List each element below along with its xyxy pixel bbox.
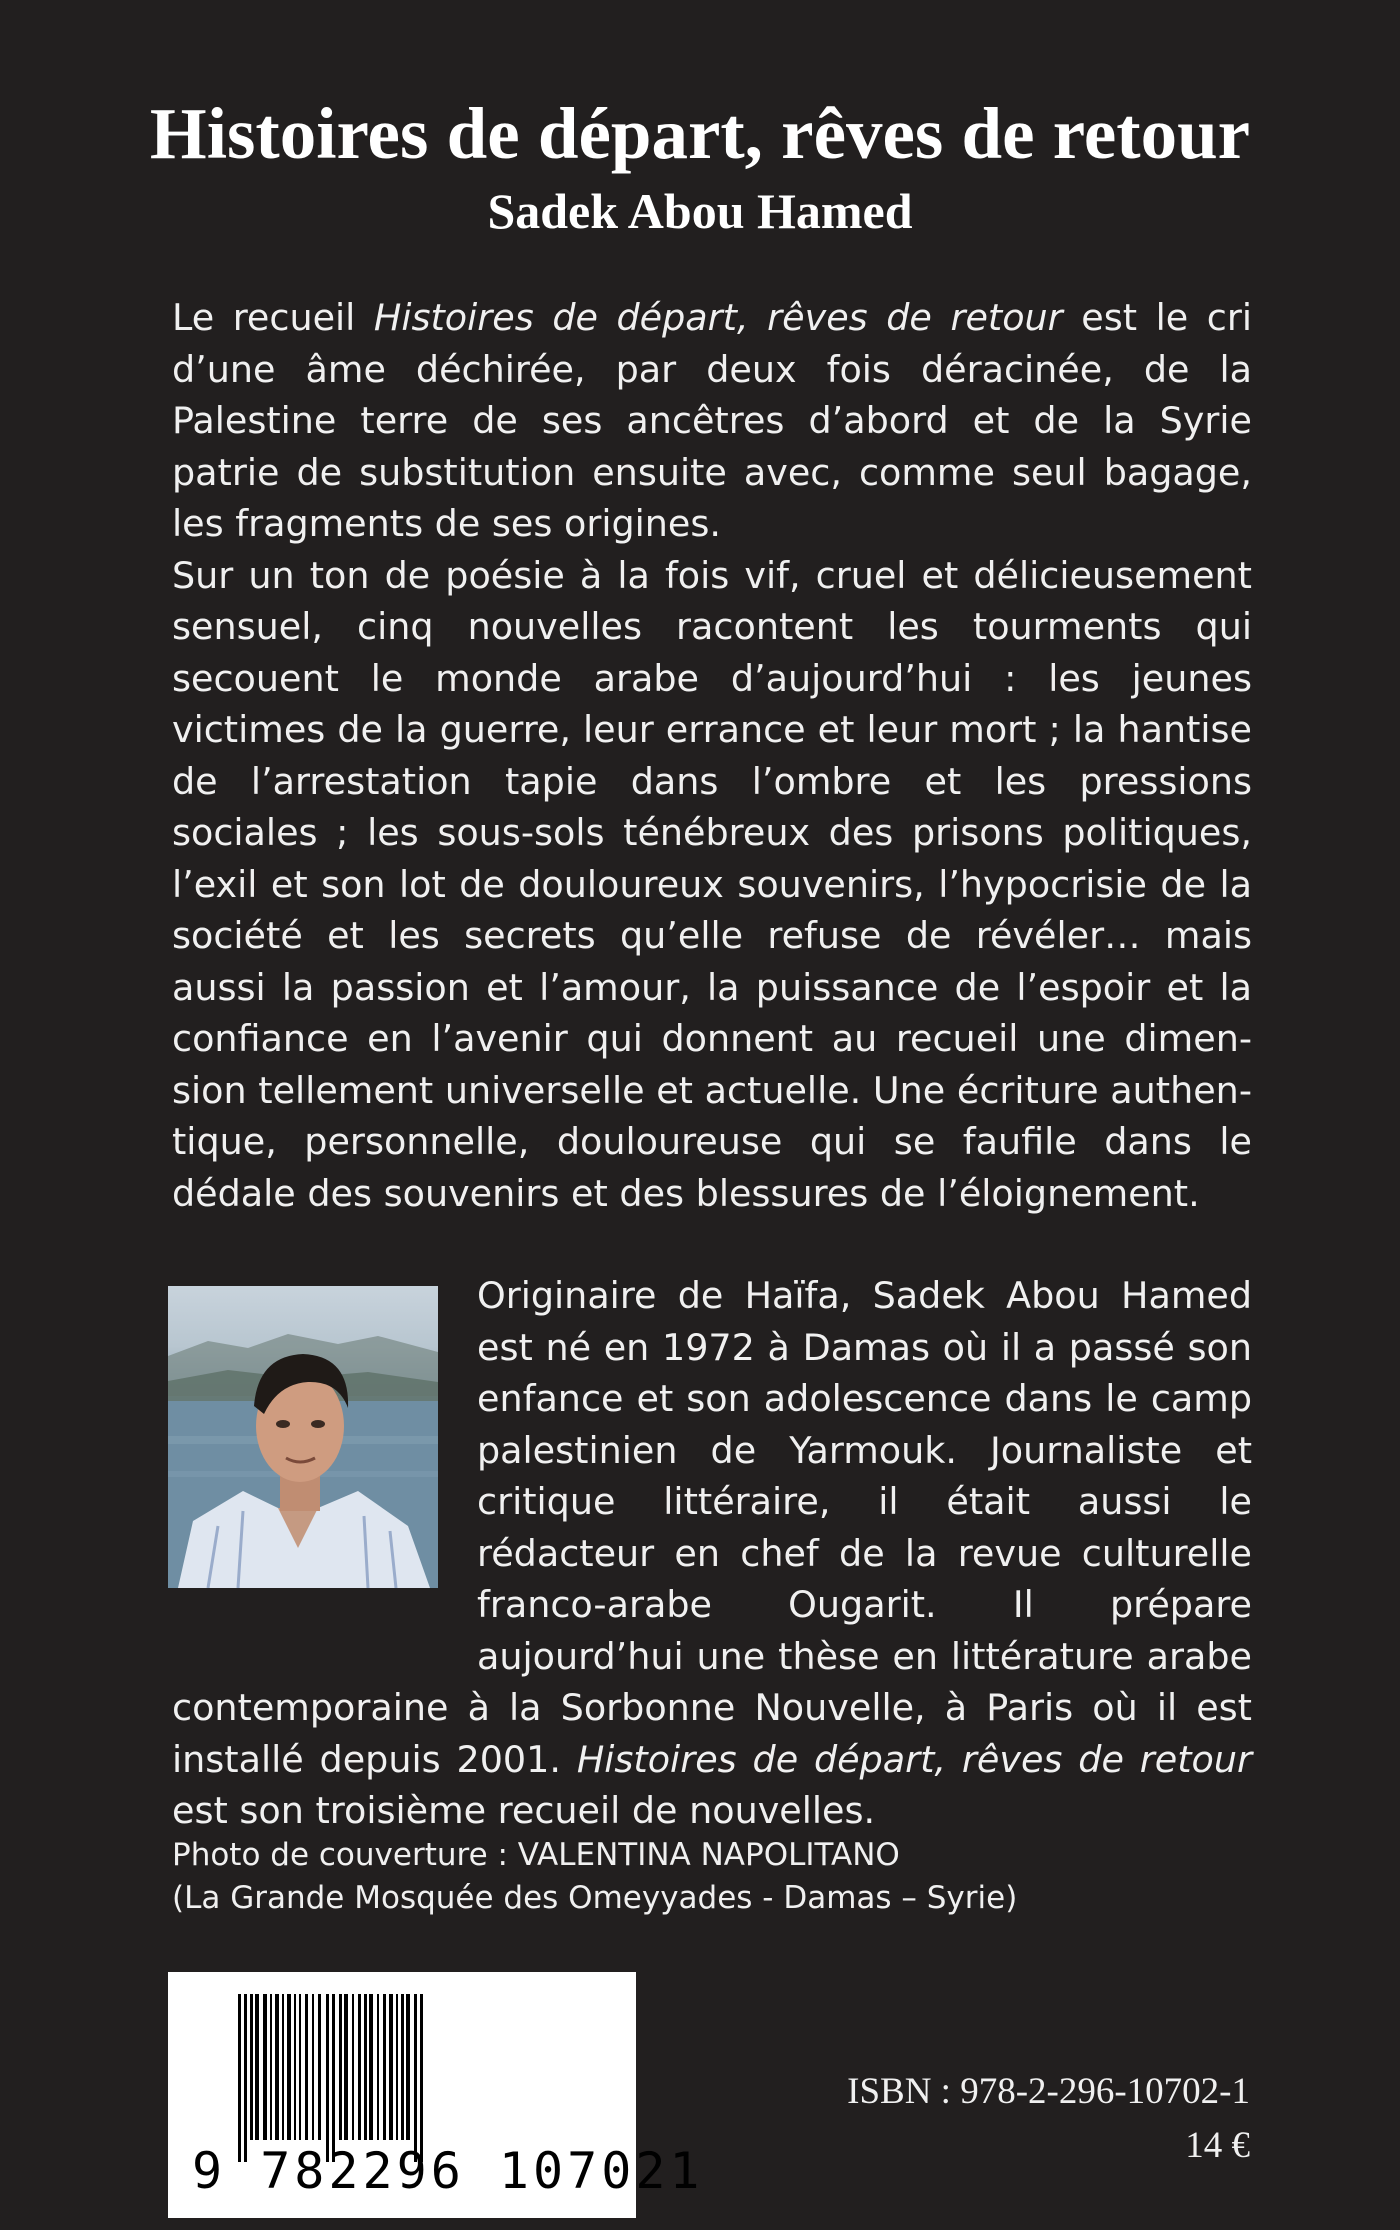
barcode-bar [396,1994,398,2140]
synopsis [172,292,1252,1219]
barcode [168,1972,704,2218]
barcode-bar [401,1994,404,2140]
synopsis-title-italic: Histoires de départ, rêves de retour [373,296,1063,339]
barcode-bar [344,1994,348,2140]
author-name: Sadek Abou Hamed [487,183,913,239]
barcode-bar [406,1994,410,2140]
barcode-bar [299,1994,301,2140]
barcode-bar [352,1994,354,2140]
barcode-bar [305,1994,308,2140]
bio-end: est son troisième recueil de nouvelles. [172,1789,876,1832]
barcode-bar [244,1994,247,2162]
barcode-bar [275,1994,279,2140]
barcode-bar [383,1994,386,2140]
bio-title-italic: Histoires de départ, rêves de retour [576,1737,1252,1781]
synopsis-paragraph-1 [172,292,1252,550]
synopsis-intro: Le recueil [172,296,374,339]
synopsis-rest: est le cri d’une âme déchirée, par deux fois déracinée, de la Palestine terre de ses ancêtres d’abord et de la Syrie patrie de substitution ensuite avec, comme seul bagage, les fragments de ses origines. [172,296,1252,545]
barcode-bar [414,1994,417,2162]
barcode-digits: 9 782296 107021 [192,2142,704,2200]
barcode-bar [255,1994,259,2140]
barcode-bar [263,1994,267,2140]
photo-text-wrap-spacer [172,1270,477,1644]
barcode-bar [377,1994,379,2140]
book-title: Histoires de départ, rêves de retour [149,93,1251,174]
synopsis-paragraph-2: Sur un ton de poésie à la fois vif, cruel et délicieusement sensuel, cinq nouvelles racontent les tourments qui secouent le monde arabe d’aujourd’hui : les jeunes victimes de la guerre, leur errance et leur mort ; la hantise de l’arrestation tapie dans l’ombre et les pressions sociales ; les sous-sols ténébreux des prisons politiques, l’exil et son lot de douloureux souvenirs, l’hypocrisie de la société et les secrets qu’elle refuse de révéler… mais aussi la passion et l’amour, la puissance de l’espoir et la confiance en l’avenir qui donnent au recueil une dimension tellement universelle et actuelle. Une écriture authentique, personnelle, douloureuse qui se faufile dans le dédale des souvenirs et des blessures de l’éloignement. [172,553,1252,1215]
isbn: ISBN : 978-2-296-10702-1 [847,2071,1250,2112]
photo-credit-line-2: (La Grande Mosquée des Omeyyades - Damas – Syrie) [172,1880,1018,1916]
photo-credit-line-1: Photo de couverture : VALENTINA NAPOLITANO [172,1837,900,1873]
barcode-bar [312,1994,314,2140]
author-biography [172,1270,1252,1837]
barcode-bar [364,1994,367,2140]
barcode-bar [250,1994,253,2140]
barcode-bar [358,1994,361,2140]
barcode-bar [389,1994,393,2140]
barcode-bar [282,1994,284,2140]
barcode-bar [332,1994,335,2162]
barcode-bar [339,1994,342,2140]
bio-text: Originaire de Haïfa, Sadek Abou Hamed est né en 1972 à Damas où il a passé son enfance et son adolescence dans le camp palestinien de Yarmouk. Journaliste et critique littéraire, il était aussi le rédacteur en chef de la revue culturelle franco-arabe Ougarit. Il prépare aujourd’hui une thèse en littérature arabe contemporaine à la Sorbonne Nouvelle, à Paris où il est installé depuis 2001. [172,1274,1252,1781]
barcode-bar [294,1994,296,2140]
price: 14 € [1185,2125,1250,2166]
barcode-bar [326,1994,329,2162]
barcode-bar [287,1994,291,2140]
barcode-bar [238,1994,241,2162]
barcode-bar [318,1994,321,2140]
photo-credit [172,1834,1017,1920]
barcode-bar [369,1994,373,2140]
barcode-bar [420,1994,423,2162]
barcode-bar [270,1994,272,2140]
